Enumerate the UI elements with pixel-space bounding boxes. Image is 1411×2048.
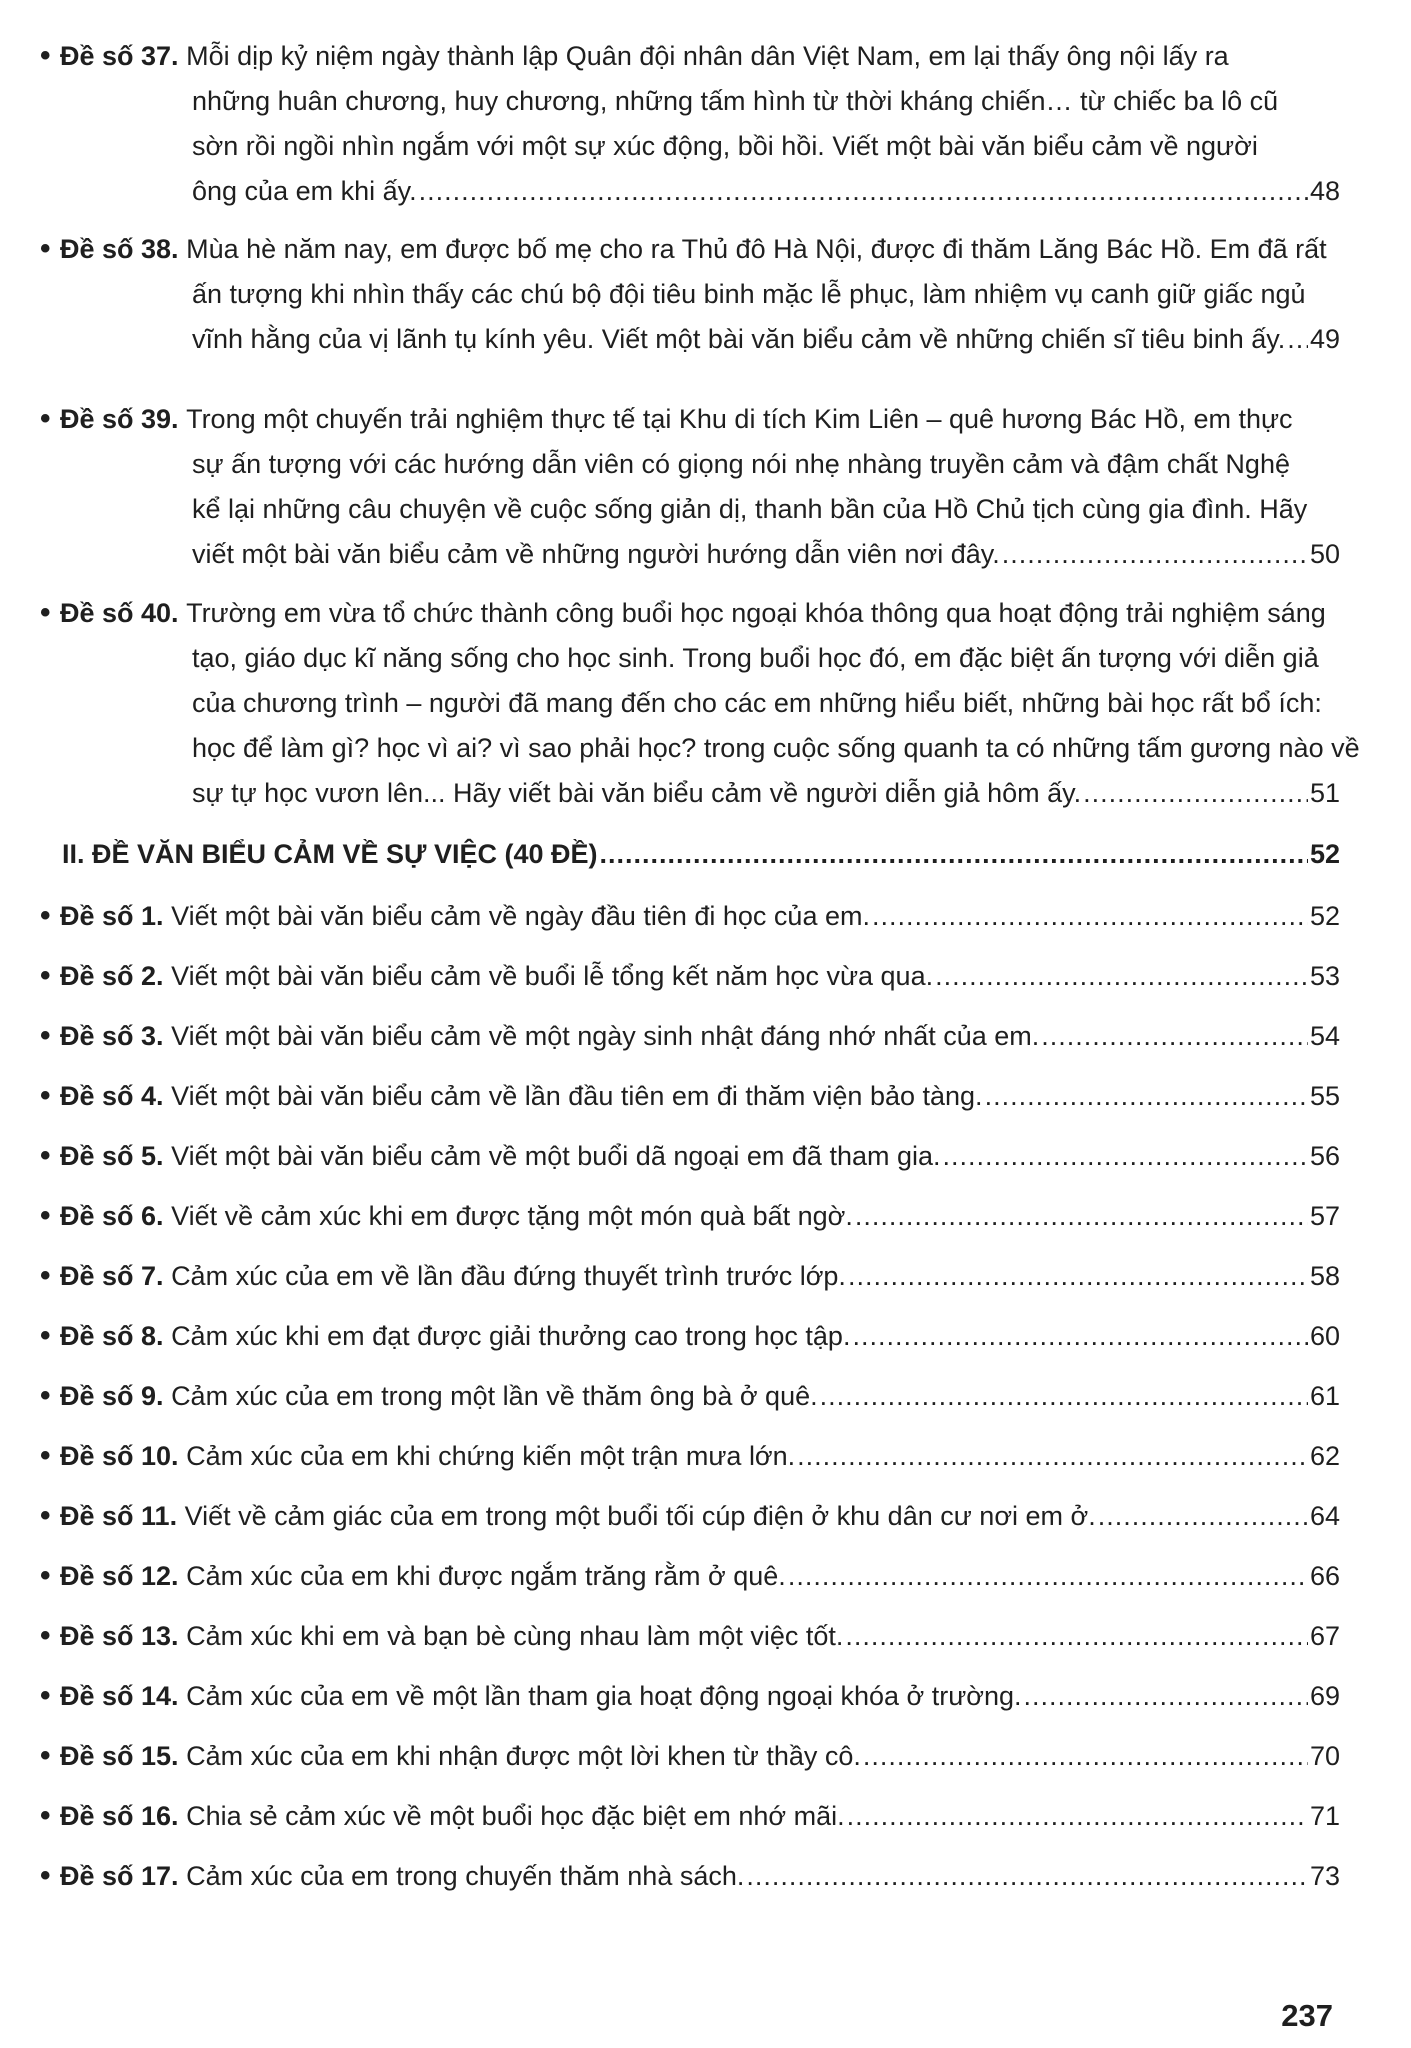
dot-leader <box>1098 1494 1308 1539</box>
entry-label: Đề số 8. <box>60 1321 164 1351</box>
bullet-icon: • <box>40 1439 51 1472</box>
entry-page: 49 <box>1309 324 1340 354</box>
entry-text: Cảm xúc của em khi được ngắm trăng rằm ở quê. <box>186 1561 786 1591</box>
entry-text-line: ấn tượng khi nhìn thấy các chú bộ đội tiêu binh mặc lễ phục, làm nhiệm vụ canh giữ giấc ngủ <box>192 279 1306 309</box>
entry-page: 61 <box>1309 1381 1340 1411</box>
entry-text-line: Trong một chuyến trải nghiệm thực tế tại Khu di tích Kim Liên – quê hương Bác Hồ, em thực <box>186 404 1293 434</box>
entry-page: 54 <box>1309 1021 1340 1051</box>
toc-entry <box>40 1853 1340 1899</box>
entry-text-line: những huân chương, huy chương, những tấm hình từ thời kháng chiến… từ chiếc ba lô cũ <box>192 86 1279 116</box>
dot-leader <box>845 1614 1308 1659</box>
entry-label: Đề số 4. <box>60 1081 164 1111</box>
bullet-icon: • <box>40 232 51 265</box>
section-title: II. ĐỀ VĂN BIỂU CẢM VỀ SỰ VIỆC (40 ĐỀ) <box>62 839 598 869</box>
entry-page: 50 <box>1309 539 1340 569</box>
bullet-icon: • <box>40 1259 51 1292</box>
entry-page: 56 <box>1309 1141 1340 1171</box>
entry-label: Đề số 10. <box>60 1441 179 1471</box>
bullet-icon: • <box>40 39 51 72</box>
entry-text-line: kể lại những câu chuyện về cuộc sống giản dị, thanh bần của Hồ Chủ tịch cùng gia đình. Hãy <box>192 494 1308 524</box>
dot-leader <box>1024 1674 1308 1719</box>
toc-entry <box>40 1373 1340 1419</box>
toc-entry <box>40 893 1340 939</box>
toc-entry <box>40 1613 1340 1659</box>
entry-text: Cảm xúc khi em và bạn bè cùng nhau làm một việc tốt. <box>186 1621 844 1651</box>
toc-entry <box>40 1013 1340 1059</box>
entry-page: 73 <box>1309 1861 1340 1891</box>
entry-text-line: sự ấn tượng với các hướng dẫn viên có giọng nói nhẹ nhàng truyền cảm và đậm chất Nghệ <box>192 449 1290 479</box>
toc-entry <box>40 1553 1340 1599</box>
toc-entry <box>40 1793 1340 1839</box>
bullet-icon: • <box>40 1619 51 1652</box>
entry-page: 66 <box>1309 1561 1340 1591</box>
dot-leader <box>848 1254 1308 1299</box>
toc-entry <box>40 396 1340 577</box>
entry-text: Chia sẻ cảm xúc về một buổi học đặc biệt em nhớ mãi. <box>186 1801 845 1831</box>
dot-leader <box>852 1314 1308 1359</box>
entry-text: Cảm xúc của em trong chuyến thăm nhà sách. <box>186 1861 745 1891</box>
section-page: 52 <box>1309 839 1340 869</box>
entry-label: Đề số 38. <box>60 234 179 264</box>
toc-entry <box>40 1193 1340 1239</box>
dot-leader <box>847 1794 1308 1839</box>
entry-label: Đề số 37. <box>60 41 179 71</box>
dot-leader <box>872 894 1308 939</box>
toc-entry <box>40 953 1340 999</box>
bullet-icon: • <box>40 596 51 629</box>
entry-label: Đề số 12. <box>60 1561 179 1591</box>
dot-leader <box>746 1854 1308 1899</box>
entry-page: 51 <box>1309 778 1340 808</box>
entry-page: 70 <box>1309 1741 1340 1771</box>
entry-label: Đề số 13. <box>60 1621 179 1651</box>
toc-entry <box>40 33 1340 214</box>
entry-text-line: của chương trình – người đã mang đến cho các em những hiểu biết, những bài học rất bổ ích: <box>192 688 1322 718</box>
entry-label: Đề số 1. <box>60 901 164 931</box>
toc-entry <box>40 1673 1340 1719</box>
toc-entry <box>40 1733 1340 1779</box>
entry-label: Đề số 6. <box>60 1201 164 1231</box>
bullet-icon: • <box>40 1559 51 1592</box>
entry-text-line: sự tự học vươn lên... Hãy viết bài văn biểu cảm về người diễn giả hôm ấy. <box>192 778 1082 808</box>
entry-text-line: vĩnh hằng của vị lãnh tụ kính yêu. Viết một bài văn biểu cảm về những chiến sĩ tiêu binh ấy. <box>192 324 1286 354</box>
toc-entry <box>40 1493 1340 1539</box>
entry-page: 67 <box>1309 1621 1340 1651</box>
bullet-icon: • <box>40 402 51 435</box>
entry-text: Cảm xúc của em trong một lần về thăm ông bà ở quê. <box>171 1381 818 1411</box>
entry-text: Cảm xúc của em về lần đầu đứng thuyết trình trước lớp. <box>171 1261 846 1291</box>
entry-text: Cảm xúc khi em đạt được giải thưởng cao trong học tập. <box>171 1321 851 1351</box>
entry-page: 69 <box>1309 1681 1340 1711</box>
entry-text-line: viết một bài văn biểu cảm về những người hướng dẫn viên nơi đây. <box>192 539 1000 569</box>
entry-text-line: Mỗi dịp kỷ niệm ngày thành lập Quân đội nhân dân Việt Nam, em lại thấy ông nội lấy ra <box>186 41 1229 71</box>
bullet-icon: • <box>40 1139 51 1172</box>
entry-label: Đề số 5. <box>60 1141 164 1171</box>
page-number: 237 <box>1281 1998 1333 2033</box>
section-heading <box>62 832 1340 877</box>
entry-text-line: Mùa hè năm nay, em được bố mẹ cho ra Thủ đô Hà Nội, được đi thăm Lăng Bác Hồ. Em đã rất <box>186 234 1327 264</box>
entry-text: Cảm xúc của em về một lần tham gia hoạt động ngoại khóa ở trường. <box>186 1681 1022 1711</box>
bullet-icon: • <box>40 1499 51 1532</box>
entry-page: 52 <box>1309 901 1340 931</box>
bullet-icon: • <box>40 1859 51 1892</box>
entry-text-line: Trường em vừa tổ chức thành công buổi học ngoại khóa thông qua hoạt động trải nghiệm sáng <box>186 598 1326 628</box>
entry-text: Viết về cảm xúc khi em được tặng một món quà bất ngờ. <box>171 1201 853 1231</box>
entry-text: Viết một bài văn biểu cảm về buổi lễ tổng kết năm học vừa qua. <box>171 961 934 991</box>
entry-page: 53 <box>1309 961 1340 991</box>
entry-label: Đề số 9. <box>60 1381 164 1411</box>
dot-leader <box>985 1074 1308 1119</box>
bullet-icon: • <box>40 1679 51 1712</box>
bullet-icon: • <box>40 1079 51 1112</box>
entry-label: Đề số 14. <box>60 1681 179 1711</box>
entry-text: Cảm xúc của em khi chứng kiến một trận mưa lớn. <box>186 1441 796 1471</box>
dot-leader <box>1287 317 1308 362</box>
entry-text: Viết một bài văn biểu cảm về lần đầu tiên em đi thăm viện bảo tàng. <box>171 1081 983 1111</box>
dot-leader <box>419 169 1308 214</box>
bullet-icon: • <box>40 1739 51 1772</box>
bullet-icon: • <box>40 1019 51 1052</box>
entry-page: 58 <box>1309 1261 1340 1291</box>
bullet-icon: • <box>40 1319 51 1352</box>
entry-label: Đề số 11. <box>60 1501 178 1531</box>
dot-leader <box>935 954 1308 999</box>
entry-text: Viết một bài văn biểu cảm về ngày đầu tiên đi học của em. <box>171 901 870 931</box>
dot-leader <box>863 1734 1308 1779</box>
entry-text: Viết một bài văn biểu cảm về một ngày sinh nhật đáng nhớ nhất của em. <box>171 1021 1040 1051</box>
dot-leader <box>1083 771 1308 816</box>
bullet-icon: • <box>40 1199 51 1232</box>
entry-label: Đề số 15. <box>60 1741 179 1771</box>
bullet-icon: • <box>40 1799 51 1832</box>
entry-text-line: tạo, giáo dục kĩ năng sống cho học sinh. Trong buổi học đó, em đặc biệt ấn tượng với diễn giả <box>192 643 1319 673</box>
entry-text: Viết một bài văn biểu cảm về một buổi dã ngoại em đã tham gia. <box>171 1141 941 1171</box>
dot-leader <box>1041 1014 1308 1059</box>
entry-page: 57 <box>1309 1201 1340 1231</box>
dot-leader <box>820 1374 1308 1419</box>
entry-page: 62 <box>1309 1441 1340 1471</box>
entry-text: Viết về cảm giác của em trong một buổi tối cúp điện ở khu dân cư nơi em ở. <box>184 1501 1096 1531</box>
entry-label: Đề số 40. <box>60 598 179 628</box>
entry-label: Đề số 39. <box>60 404 179 434</box>
toc-entry <box>40 1433 1340 1479</box>
toc-entry <box>40 1133 1340 1179</box>
entry-page: 64 <box>1309 1501 1340 1531</box>
entry-page: 48 <box>1309 176 1340 206</box>
dot-leader <box>1002 532 1308 577</box>
toc-entry <box>40 1313 1340 1359</box>
entry-page: 71 <box>1309 1801 1340 1831</box>
entry-text: Cảm xúc của em khi nhận được một lời khen từ thầy cô. <box>186 1741 861 1771</box>
entry-label: Đề số 7. <box>60 1261 164 1291</box>
toc-entry <box>40 590 1360 816</box>
toc-entry <box>40 226 1340 362</box>
dot-leader <box>600 832 1308 877</box>
bullet-icon: • <box>40 1379 51 1412</box>
entry-page: 55 <box>1309 1081 1340 1111</box>
entry-label: Đề số 17. <box>60 1861 179 1891</box>
dot-leader <box>788 1554 1308 1599</box>
entry-text-line: ông của em khi ấy. <box>192 176 417 206</box>
entry-text-line: học để làm gì? học vì ai? vì sao phải học? trong cuộc sống quanh ta có những tấm gương nào về <box>192 733 1360 763</box>
bullet-icon: • <box>40 959 51 992</box>
entry-label: Đề số 16. <box>60 1801 179 1831</box>
dot-leader <box>943 1134 1308 1179</box>
entry-page: 60 <box>1309 1321 1340 1351</box>
bullet-icon: • <box>40 899 51 932</box>
entry-label: Đề số 2. <box>60 961 164 991</box>
toc-entry <box>40 1253 1340 1299</box>
dot-leader <box>855 1194 1308 1239</box>
dot-leader <box>797 1434 1308 1479</box>
entry-label: Đề số 3. <box>60 1021 164 1051</box>
entry-text-line: sờn rồi ngồi nhìn ngắm với một sự xúc động, bồi hồi. Viết một bài văn biểu cảm về người <box>192 131 1258 161</box>
toc-entry <box>40 1073 1340 1119</box>
